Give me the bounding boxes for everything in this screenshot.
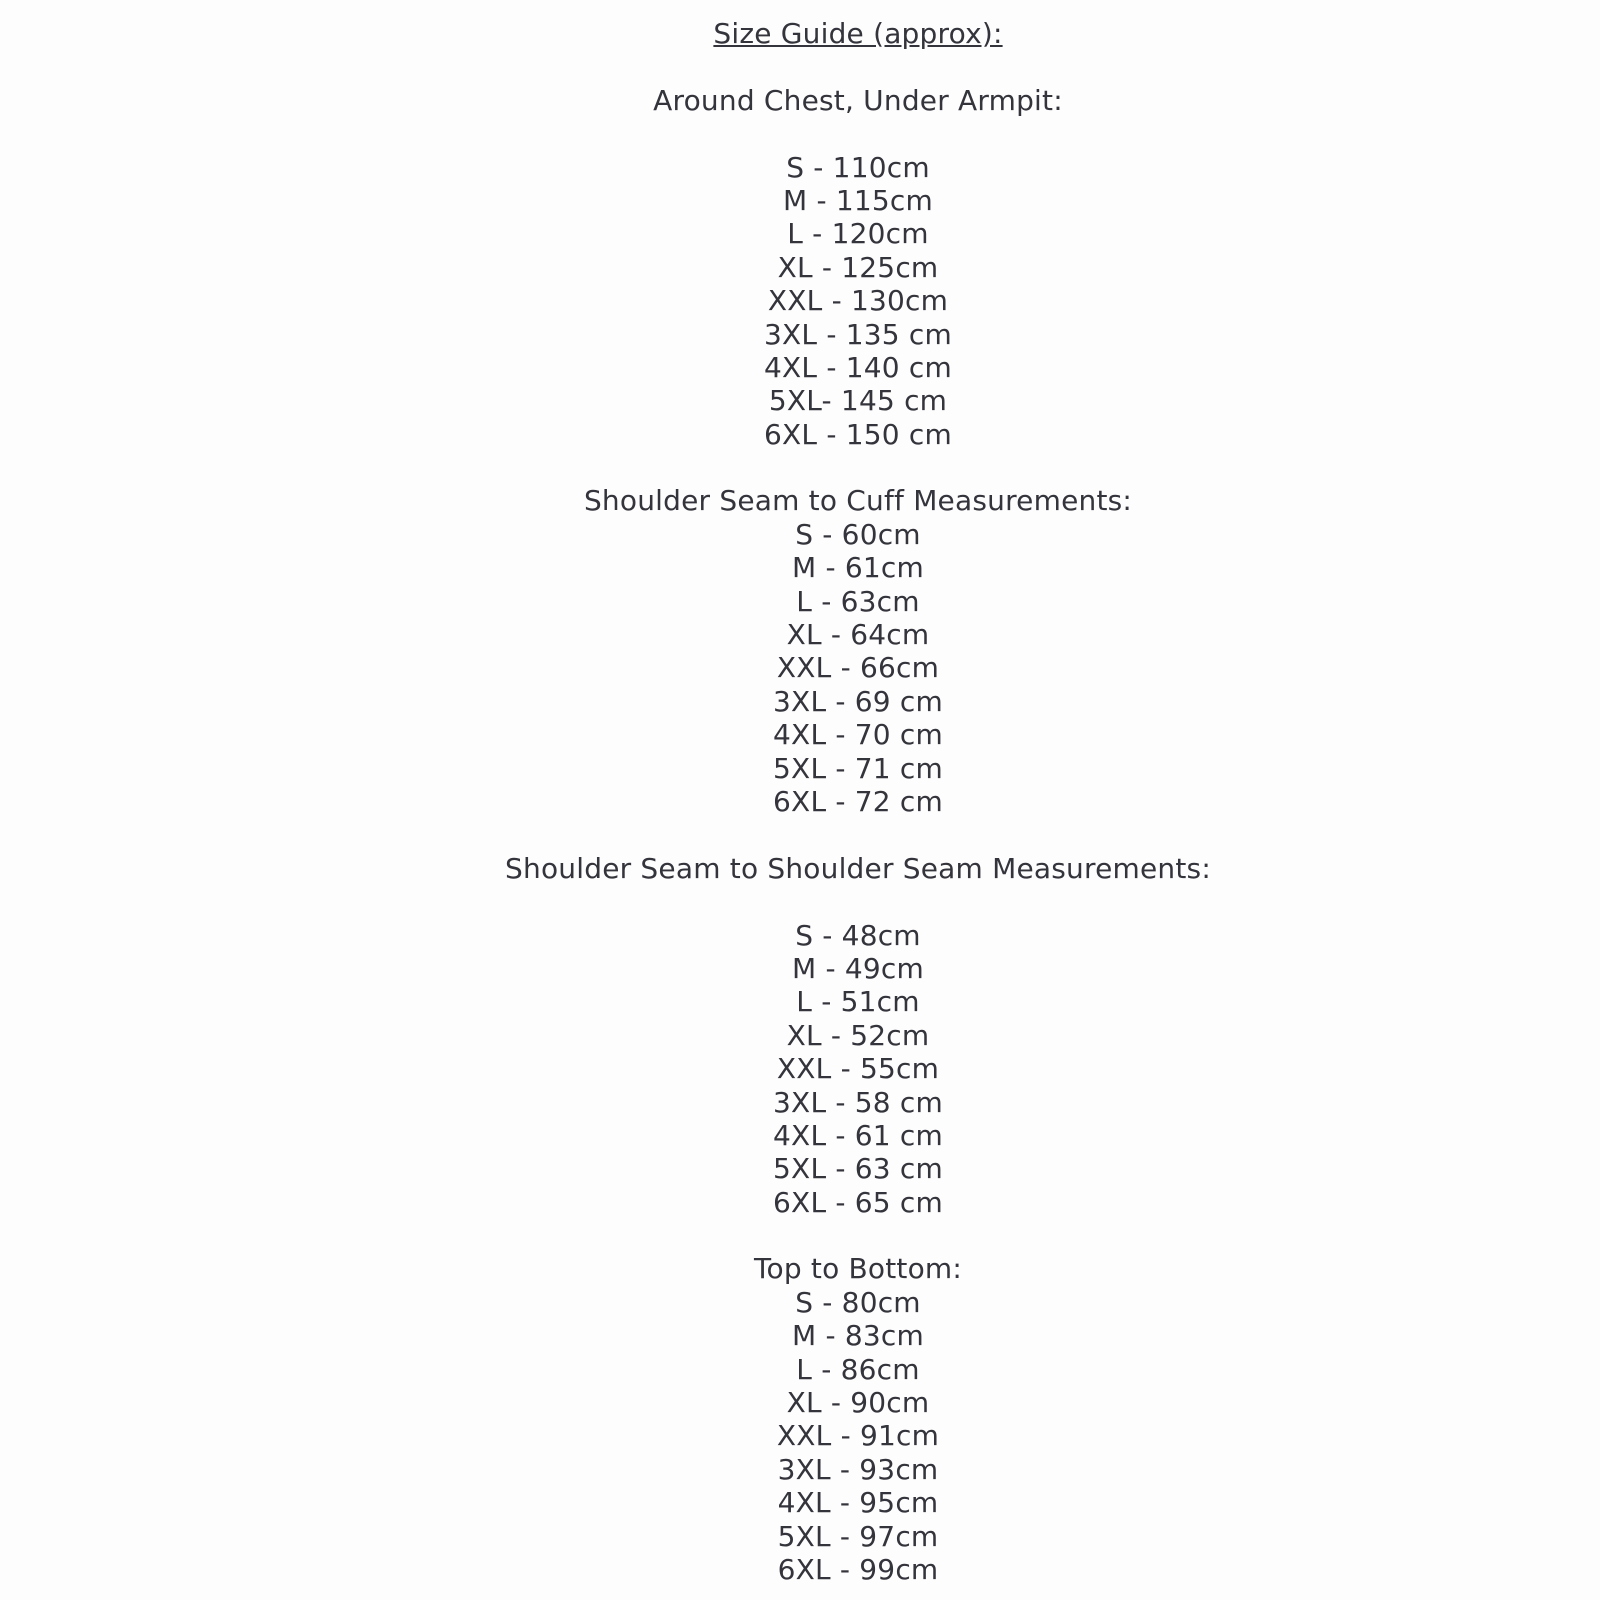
section-header: Top to Bottom: bbox=[753, 1252, 963, 1286]
size-item: XL - 90cm bbox=[786, 1386, 930, 1420]
size-item: S - 60cm bbox=[795, 517, 921, 551]
size-item: 4XL - 95cm bbox=[777, 1486, 939, 1520]
section-items bbox=[116, 919, 1600, 1220]
section-items bbox=[116, 151, 1600, 452]
size-item: 6XL - 150 cm bbox=[764, 417, 952, 451]
size-item: XXL - 91cm bbox=[776, 1419, 940, 1453]
size-section bbox=[116, 84, 1600, 451]
size-item: L - 51cm bbox=[796, 985, 920, 1019]
size-item: M - 61cm bbox=[792, 551, 924, 585]
size-item: 6XL - 99cm bbox=[777, 1552, 939, 1586]
size-item: S - 80cm bbox=[795, 1285, 921, 1319]
size-item: 5XL - 97cm bbox=[777, 1519, 939, 1553]
size-item: 4XL - 70 cm bbox=[773, 718, 943, 752]
size-item: M - 115cm bbox=[783, 183, 933, 217]
spacer bbox=[116, 885, 1600, 918]
size-item: L - 86cm bbox=[796, 1352, 920, 1386]
section-items bbox=[116, 518, 1600, 819]
size-item: XL - 125cm bbox=[777, 250, 939, 284]
size-item: XXL - 66cm bbox=[776, 651, 940, 685]
size-item: XXL - 130cm bbox=[767, 284, 949, 318]
size-section bbox=[116, 852, 1600, 1219]
size-item: 6XL - 65 cm bbox=[773, 1185, 943, 1219]
size-item: 5XL - 63 cm bbox=[773, 1152, 943, 1186]
size-item: 4XL - 140 cm bbox=[764, 350, 952, 384]
size-item: 3XL - 135 cm bbox=[764, 317, 952, 351]
size-section bbox=[116, 484, 1600, 818]
size-item: S - 48cm bbox=[795, 918, 921, 952]
page-title: Size Guide (approx): bbox=[713, 17, 1003, 50]
size-item: M - 49cm bbox=[792, 951, 924, 985]
size-item: S - 110cm bbox=[786, 150, 930, 184]
size-item: 3XL - 69 cm bbox=[773, 684, 943, 718]
size-item: M - 83cm bbox=[792, 1319, 924, 1353]
size-item: L - 120cm bbox=[787, 217, 929, 251]
size-item: 3XL - 58 cm bbox=[773, 1085, 943, 1119]
size-item: XL - 64cm bbox=[786, 618, 930, 652]
size-item: XL - 52cm bbox=[786, 1018, 930, 1052]
size-item: 4XL - 61 cm bbox=[773, 1118, 943, 1152]
size-section bbox=[116, 1252, 1600, 1586]
section-header: Shoulder Seam to Shoulder Seam Measurements: bbox=[505, 851, 1211, 885]
section-items bbox=[116, 1286, 1600, 1587]
size-item: 5XL - 71 cm bbox=[773, 751, 943, 785]
section-header: Around Chest, Under Armpit: bbox=[653, 83, 1063, 117]
size-item: L - 63cm bbox=[796, 584, 920, 618]
size-sections bbox=[116, 84, 1600, 1587]
size-item: 5XL- 145 cm bbox=[768, 384, 948, 418]
size-item: 3XL - 93cm bbox=[777, 1452, 939, 1486]
size-item: 6XL - 72 cm bbox=[773, 784, 943, 818]
spacer bbox=[116, 50, 1600, 83]
spacer bbox=[116, 117, 1600, 150]
size-item: XXL - 55cm bbox=[776, 1052, 940, 1086]
section-header: Shoulder Seam to Cuff Measurements: bbox=[583, 484, 1133, 518]
